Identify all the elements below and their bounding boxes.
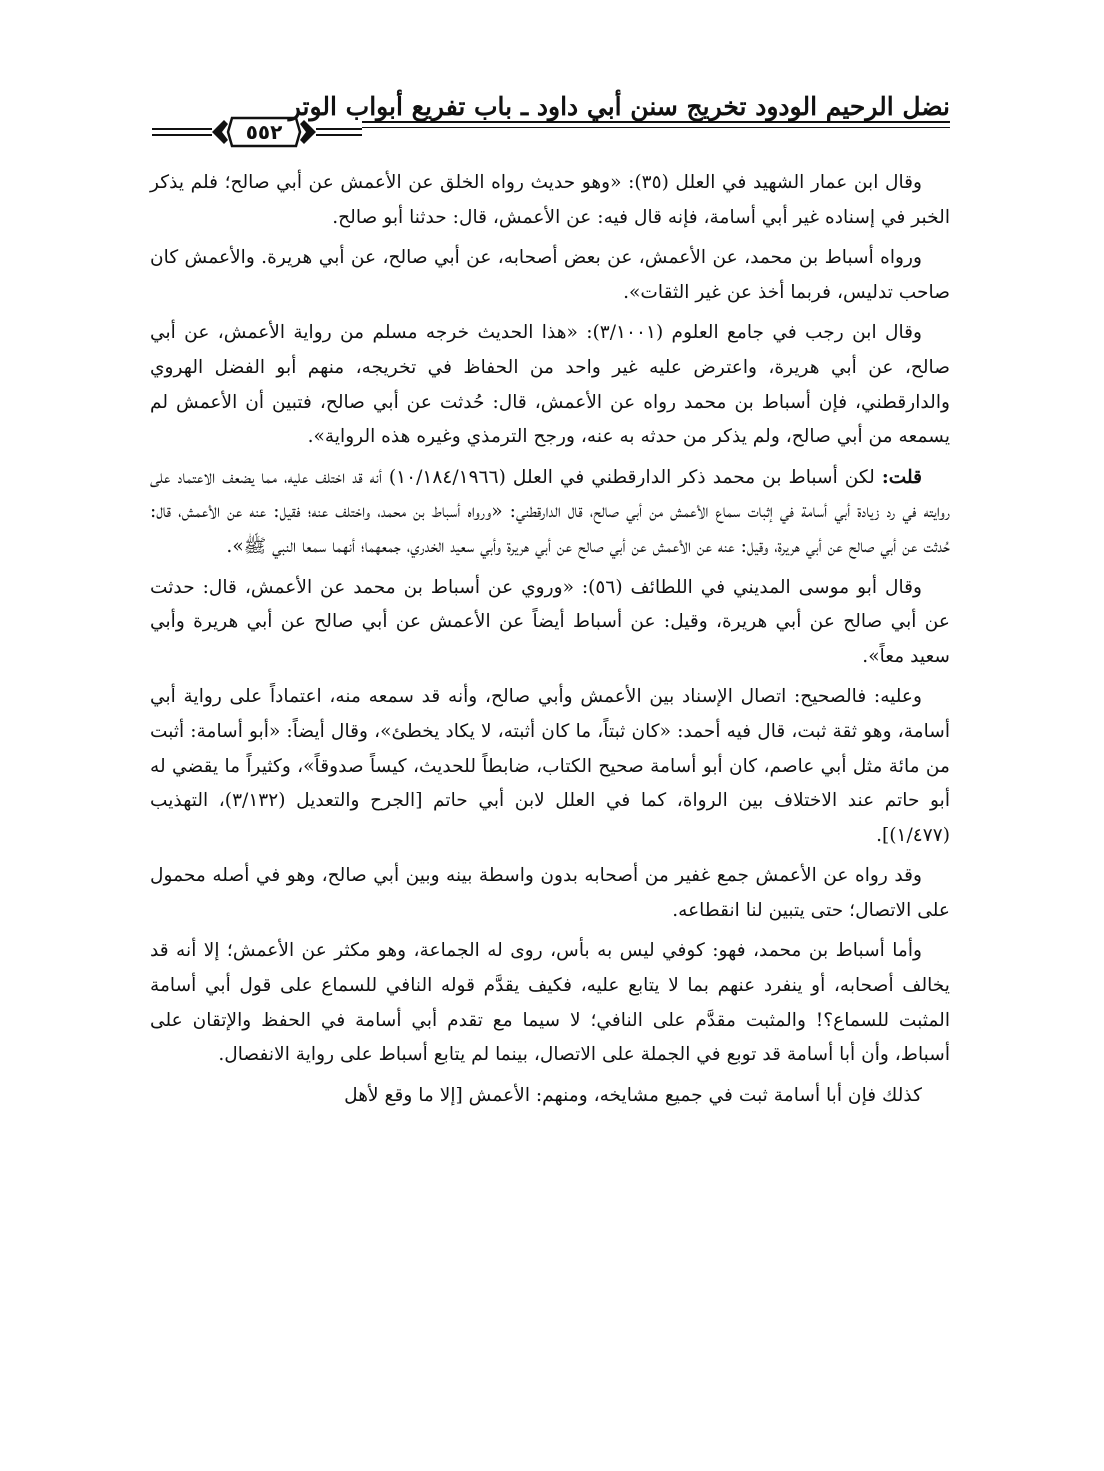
paragraph: وقال ابن عمار الشهيد في العلل (٣٥): «وهو حديث رواه الخلق عن الأعمش عن أبي صالح؛ فلم يذكر الخبر في إسناده غير أبي أسامة، فإنه قال فيه: عن الأعمش، قال: حدثنا أبو صالح. <box>150 172 950 228</box>
page-number-badge <box>150 112 364 152</box>
paragraph: ورواه أسباط بن محمد، عن الأعمش، عن بعض أصحابه، عن أبي صالح، عن أبي هريرة. والأعمش كان صاحب تدليس، فربما أخذ عن غير الثقات». <box>150 247 950 303</box>
page-body <box>150 166 950 1113</box>
paragraph: وقال أبو موسى المديني في اللطائف (٥٦): «وروي عن أسباط بن محمد عن الأعمش، قال: حدثت عن أبي صالح عن أبي هريرة، وقيل: عن أسباط أيضاً عن الأعمش عن أبي صالح عن أبي هريرة وأبي سعيد معاً». <box>150 576 950 667</box>
paragraph: كذلك فإن أبا أسامة ثبت في جميع مشايخه، ومنهم: الأعمش [إلا ما وقع لأهل <box>344 1084 922 1106</box>
paragraph: وأما أسباط بن محمد، فهو: كوفي ليس به بأس، روى له الجماعة، وهو مكثر عن الأعمش؛ إلا أنه قد يخالف أصحابه، أو ينفرد عنهم بما لا يتابع عليه، فكيف يقدَّم قوله النافي للسماع على قول أبي أسامة المثبت للسماع؟! والمثبت مقدَّم على النافي؛ لا سيما مع تقدم أبي أسامة في الحفظ والإتقان على أسباط، وأن أبا أسامة قد توبع في الجملة على الاتصال، بينما لم يتابع أسباط على رواية الانفصال. <box>150 940 950 1066</box>
paragraph-lead: قلت: <box>881 466 923 488</box>
paragraph: وقد رواه عن الأعمش جمع غفير من أصحابه بدون واسطة بينه وبين أبي صالح، وهو في أصله محمول على الاتصال؛ حتى يتبين لنا انقطاعه. <box>150 865 950 921</box>
paragraph: وعليه: فالصحيح: اتصال الإسناد بين الأعمش وأبي صالح، وأنه قد سمعه منه، اعتماداً على رواية أبي أسامة، وهو ثقة ثبت، قال فيه أحمد: «كان ثبتاً، ما كان أثبته، لا يكاد يخطئ»، وقال أيضاً: «أبو أسامة: أثبت من مائة مثل أبي عاصم، كان أبو أسامة صحيح الكتاب، ضابطاً للحديث، كيساً صدوقاً»، وكثيراً ما يقضي له أبو حاتم عند الاختلاف بين الرواة، كما في العلل لابن أبي حاتم [الجرح والتعديل (٣/١٣٢)، التهذيب (١/٤٧٧)]. <box>150 686 951 846</box>
header-rule-thin <box>362 127 950 128</box>
paragraph: وقال ابن رجب في جامع العلوم (٣/١٠٠١): «هذا الحديث خرجه مسلم من رواية الأعمش، عن أبي صالح، عن أبي هريرة، واعترض عليه غير واحد من الحفاظ في تخريجه، منهم أبو الفضل الهروي والدارقطني، فإن أسباط بن محمد رواه عن الأعمش، قال: حُدثت عن أبي صالح، فتبين أن الأعمش لم يسمعه من أبي صالح، ولم يذكر من حدثه به عنه، ورجح الترمذي وغيره هذه الرواية». <box>150 322 950 448</box>
paragraph: قلت: لكن أسباط بن محمد ذكر الدارقطني في العلل (١٠/١٨٤/١٩٦٦) أنه قد اختلف عليه، مما يضعف الاعتماد على روايته في رد زيادة أبي أسامة في إثبات سماع الأعمش من أبي صالح، قال الدارقطني: «ورواه أسباط بن محمد، واختلف عنه؛ فقيل: عنه عن الأعمش، قال: حُدثت عن أبي صالح عن أبي هريرة، وقيل: عنه عن الأعمش عن أبي صالح عن أبي هريرة وأبي سعيد الخدري، جمعهما؛ أنهما سمعا النبي ﷺ». <box>150 466 950 557</box>
page-number: ٥٥٢ <box>245 120 283 144</box>
header-rule <box>362 121 950 123</box>
page-header <box>150 90 950 150</box>
running-title: نضل الرحيم الودود تخريج سنن أبي داود ـ باب تفريع أبواب الوتر <box>288 92 950 121</box>
